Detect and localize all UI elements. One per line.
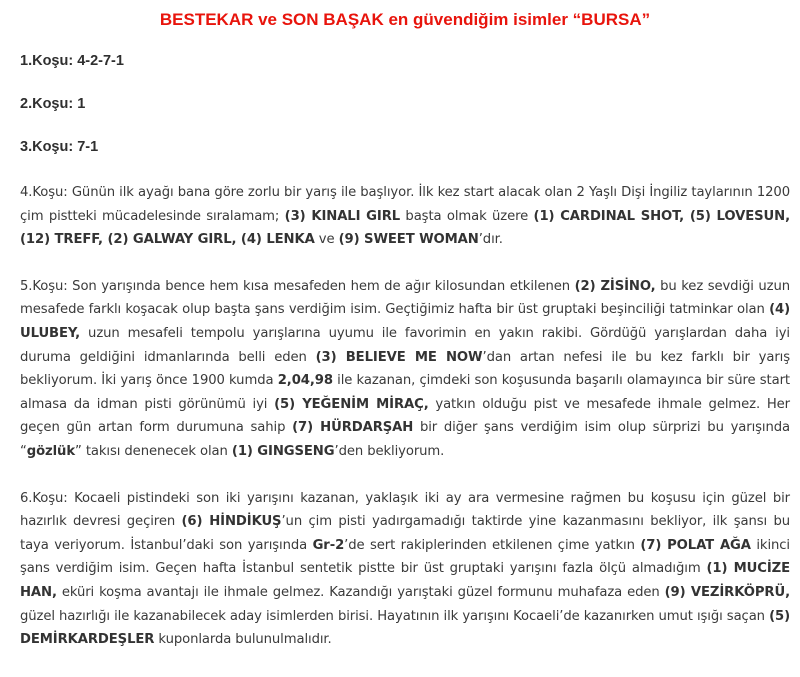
race-4-text: 4.Koşu: Günün ilk ayağı bana göre zorlu bir yarış ile başlıyor. İlk kez start alacak olan 2 Yaşlı Dişi İngiliz taylarının 1200 çim pistteki mücadelesinde sıralamam;: [20, 185, 790, 224]
horse-name: (7) POLAT AĞA: [640, 537, 751, 553]
race-5-text: bu kez sevdiği uzun mesafede farklı koşacak olup başta şans verdiğim isim. Geçtiğimiz hafta bir üst gruptaki beşinciliği tatminkar olan: [20, 278, 791, 318]
race-3-picks: 3.Koşu: 7-1: [20, 139, 99, 155]
equipment-term: gözlük: [26, 443, 75, 459]
article-title: BESTEKAR ve SON BAŞAK en güvendiğim isimler “BURSA”: [159, 10, 651, 29]
race-5-text: ile kazanan, çimdeki son koşusunda başarılı olamayınca bir süre start almasa da idman pisti görünümü iyi: [20, 373, 790, 412]
race-5-paragraph: [20, 275, 790, 464]
race-6-text: 6.Koşu: Kocaeli pistindeki son iki yarışını kazanan, yaklaşık iki ay ara vermesine rağmen bu koşusu için güzel bir hazırlık devresi geçiren: [20, 490, 790, 530]
race-6-text: eküri koşma avantajı ile ihmale gelmez. Kazandığı yarıştaki güzel formunu muhafaza eden: [56, 584, 665, 600]
horse-name: (3) BELIEVE ME NOW: [315, 349, 483, 365]
horse-name: (6) HİNDİKUŞ: [181, 514, 282, 530]
race-5-text: ’dan artan nefesi ile bu kez farklı bir yarış bekliyorum. İki yarış önce 1900 kumda: [20, 349, 790, 389]
horse-name: (4) ULUBEY,: [20, 302, 790, 341]
race-4-text: ve: [314, 232, 339, 248]
race-5-text: bir diğer şans verdiğim isim olup sürprizi bu yarışında “: [20, 420, 790, 459]
race-4-paragraph: [20, 181, 790, 252]
race-1-picks: 1.Koşu: 4-2-7-1: [20, 53, 124, 69]
horse-name: (3) KINALI GIRL: [284, 208, 401, 224]
race-5-text: 5.Koşu: Son yarışında bence hem kısa mesafeden hem de ağır kilosundan etkilenen: [20, 278, 575, 294]
horse-name: (2) ZİSİNO,: [574, 278, 656, 294]
race-2-picks: 2.Koşu: 1: [20, 96, 86, 112]
race-grade: Gr-2: [312, 537, 345, 553]
horse-name: (5) YEĞENİM MİRAÇ,: [274, 396, 429, 412]
race-6-text: güzel hazırlığı ile kazanabilecek aday isimlerden birisi. Hayatının ilk yarışını Kocaeli’de kazanırken umut ışığı saçan: [20, 608, 770, 624]
race-6-text: ikinci şans verdiğim isim. Geçen hafta İstanbul sentetik pistte bir üst gruptaki yarışını fazla ölçü almadığım: [20, 537, 790, 577]
race-5-text: yatkın olduğu pist ve mesafede ihmale gelmez. Her geçen gün artan form durumuna sahip: [20, 396, 790, 436]
horse-name: (7) HÜRDARŞAH: [292, 420, 414, 436]
horse-name: (1) CARDINAL SHOT, (5) LOVESUN, (12) TREFF, (2) GALWAY GIRL, (4) LENKA: [20, 208, 790, 248]
race-6-text: kuponlarda bulunulmalıdır.: [154, 632, 332, 648]
race-4-text: ’dır.: [478, 232, 503, 248]
race-6-text: ’un çim pisti yadırgamadığı taktirde yine kazanmasını bekliyor, ilk şansı bu taya veriyorum. İstanbul’daki son yarışında: [20, 514, 791, 553]
race-4-text: başta olmak üzere: [400, 208, 534, 224]
horse-name: (1) GINGSENG: [231, 443, 335, 459]
horse-name: (1) MUCİZE HAN,: [20, 561, 791, 600]
race-5-text: ’den bekliyorum.: [334, 443, 445, 459]
race-6-paragraph: [20, 487, 790, 652]
race-5-text: uzun mesafeli tempolu yarışlarına uyumu ile favorimin en yakın rakibi. Gördüğü yarışlardan daha iyi duruma geldiğini idmanlarında belli eden: [20, 325, 790, 365]
horse-name: (9) VEZİRKÖPRÜ,: [664, 584, 790, 600]
race-time: 2,04,98: [277, 373, 333, 389]
horse-name: (9) SWEET WOMAN: [338, 232, 479, 248]
race-5-text: ” takısı denenecek olan: [75, 443, 232, 459]
horse-name: (5) DEMİRKARDEŞLER: [20, 608, 790, 648]
race-6-text: ’de sert rakiplerinden etkilenen çime yatkın: [344, 537, 641, 553]
